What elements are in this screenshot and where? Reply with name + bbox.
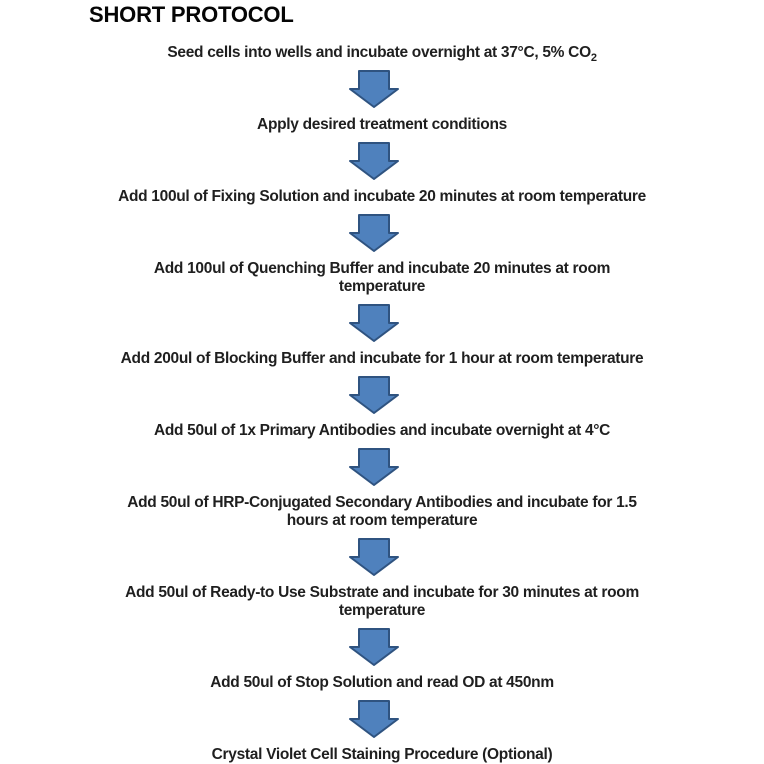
step-line: temperature — [338, 602, 426, 619]
down-arrow-icon — [348, 628, 400, 666]
protocol-step — [154, 422, 610, 440]
page-title: SHORT PROTOCOL — [89, 2, 294, 27]
down-arrow-icon — [348, 214, 400, 252]
down-arrow-icon — [348, 376, 400, 414]
down-arrow-icon — [348, 700, 400, 738]
step-line: hours at room temperature — [286, 512, 478, 529]
step-line: Add 100ul of Quenching Buffer and incubate 20 minutes at room — [153, 260, 611, 277]
protocol-step — [257, 116, 507, 134]
down-arrow-icon — [348, 448, 400, 486]
protocol-step — [127, 494, 637, 530]
protocol-step — [154, 260, 610, 296]
protocol-step — [125, 584, 639, 620]
step-line: Seed cells into wells and incubate overnight at 37°C, 5% $CO_2$ — [167, 44, 597, 65]
step-line: Add 50ul of 1x Primary Antibodies and incubate overnight at 4°C — [153, 422, 611, 439]
protocol-step — [118, 188, 646, 206]
down-arrow-icon — [348, 142, 400, 180]
protocol-step — [121, 350, 644, 368]
protocol-step — [167, 44, 597, 65]
step-line: Add 200ul of Blocking Buffer and incubate for 1 hour at room temperature — [120, 350, 644, 367]
step-line: Add 100ul of Fixing Solution and incubate 20 minutes at room temperature — [118, 188, 646, 205]
step-line: temperature — [338, 278, 426, 295]
down-arrow-icon — [348, 304, 400, 342]
protocol-step — [210, 674, 554, 692]
subscript-text: 2 — [590, 52, 597, 65]
step-line: Add 50ul of HRP-Conjugated Secondary Antibodies and incubate for 1.5 — [127, 494, 637, 511]
protocol-step — [212, 746, 553, 764]
step-line: Apply desired treatment conditions — [257, 116, 507, 133]
step-line: Crystal Violet Cell Staining Procedure (Optional) — [211, 746, 553, 763]
down-arrow-icon — [348, 70, 400, 108]
down-arrow-icon — [348, 538, 400, 576]
step-line: Add 50ul of Stop Solution and read OD at 450nm — [210, 674, 554, 691]
step-line: Add 50ul of Ready-to Use Substrate and incubate for 30 minutes at room — [125, 584, 639, 601]
